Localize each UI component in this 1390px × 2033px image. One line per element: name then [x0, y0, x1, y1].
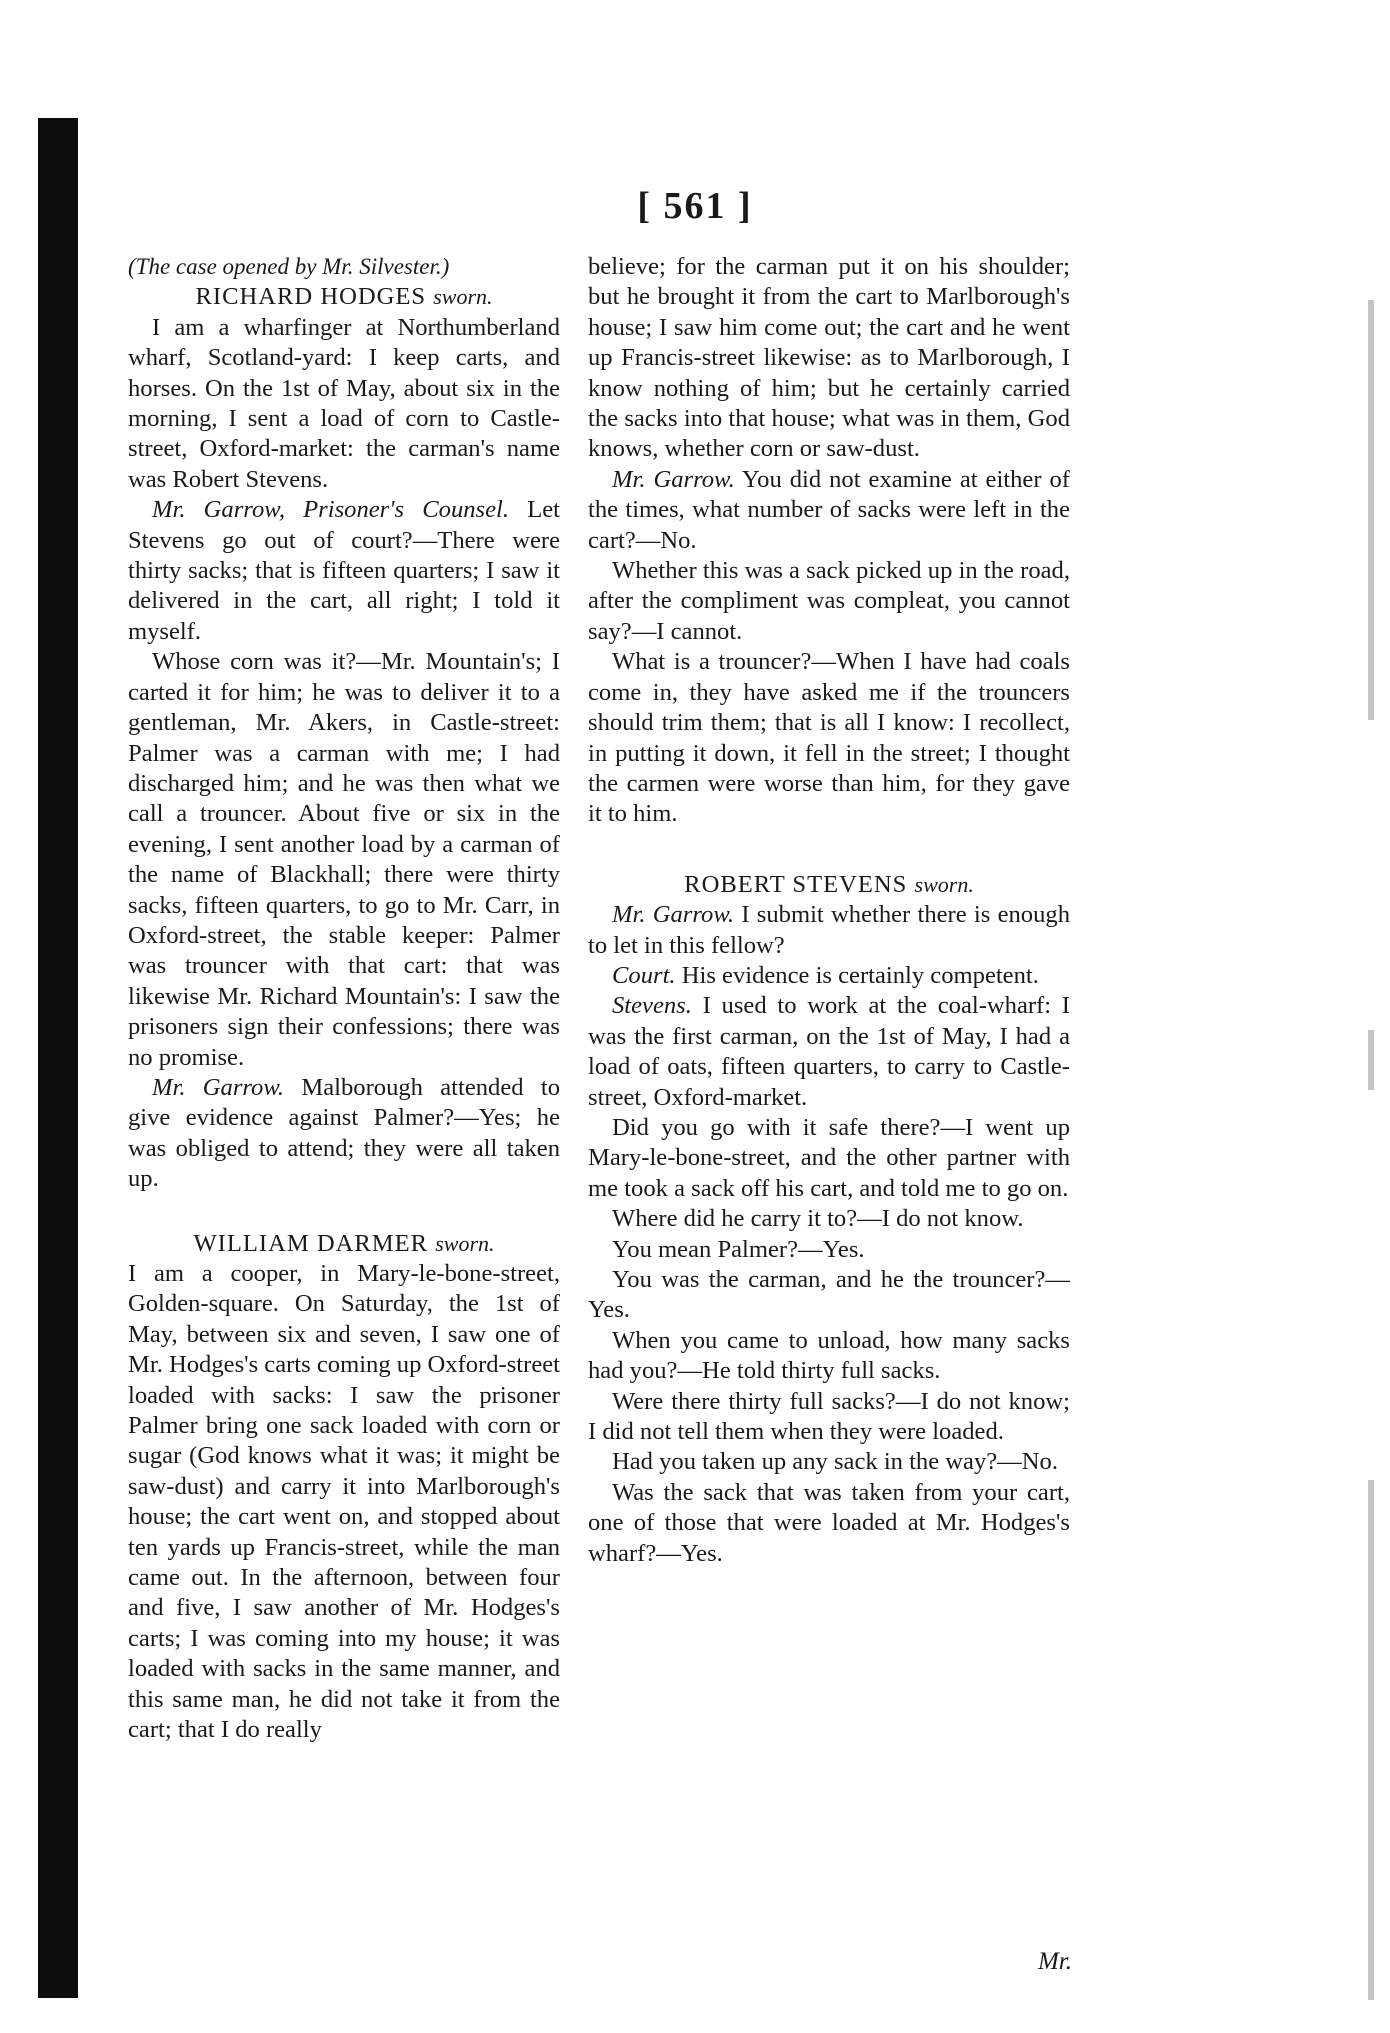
- margin-bleed-mark: [1368, 1480, 1374, 2000]
- case-opened-note: (The case opened by Mr. Silvester.): [128, 254, 450, 279]
- paragraph: believe; for the carman put it on his shoulder; but he brought it from the cart to Marlborough's house; I saw him come out; the cart and he went up Francis-street likewise: as to Marlborough, I know nothing of him; but he certainly carried the sacks into that house; what was in them, God knows, whether corn or saw-dust.: [588, 253, 1070, 463]
- paragraph: Where did he carry it to?—I do not know.: [612, 1205, 1024, 1233]
- paragraph: Mr. Garrow, Prisoner's Counsel. Let Stevens go out of court?—There were thirty sacks; that is fifteen quarters; I saw it delivered in the cart, all right; I told it myself.: [128, 496, 560, 645]
- paragraph: Did you go with it safe there?—I went up Mary-le-bone-street, and the other partner with me took a sack off his cart, and told me to go on.: [588, 1113, 1070, 1202]
- paragraph: Whose corn was it?—Mr. Mountain's; I carted it for him; he was to deliver it to a gentleman, Mr. Akers, in Castle-street: Palmer was a carman with me; I had discharged him; and he was then what we call a trouncer. About five or six in the evening, I sent another load by a carman of the name of Blackhall; there were thirty sacks, fifteen quarters, to go to Mr. Carr, in Oxford-street, the stable keeper: Palmer was trouncer with that cart: that was likewise Mr. Richard Mountain's: I saw the prisoners sign their confessions; there was no promise.: [128, 648, 560, 1071]
- margin-bleed-mark: [1368, 1030, 1374, 1090]
- paragraph: When you came to unload, how many sacks had you?—He told thirty full sacks.: [588, 1326, 1070, 1385]
- paragraph: Whether this was a sack picked up in the road, after the compliment was compleat, you cannot say?—I cannot.: [588, 557, 1070, 645]
- witness-heading-darmer: WILLIAM DARMER sworn.: [193, 1229, 495, 1257]
- paragraph: Stevens. I used to work at the coal-wharf: I was the first carman, on the 1st of May, I had a load of oats, fifteen quarters, to carry to Castle-street, Oxford-market.: [588, 992, 1070, 1111]
- left-column: [128, 252, 560, 1746]
- paragraph: Court. His evidence is certainly competent.: [612, 961, 1039, 989]
- paragraph: Were there thirty full sacks?—I do not know; I did not tell them when they were loaded.: [588, 1387, 1070, 1446]
- paragraph: I am a wharfinger at Northumberland wharf, Scotland-yard: I keep carts, and horses. On the 1st of May, about six in the morning, I sent a load of corn to Castle-street, Oxford-market: the carman's name was Robert Stevens.: [128, 313, 560, 493]
- margin-bleed-mark: [1368, 300, 1374, 720]
- paragraph: What is a trouncer?—When I have had coals come in, they have asked me if the trouncers should trim them; that is all I know: I recollect, in putting it down, it fell in the street; I thought the carmen were worse than him, for they gave it to him.: [588, 648, 1070, 828]
- right-column: [588, 252, 1070, 1569]
- page-number: [ 561 ]: [637, 185, 753, 227]
- paragraph: Had you taken up any sack in the way?—No.: [612, 1448, 1058, 1476]
- paragraph: Mr. Garrow. You did not examine at either of the times, what number of sacks were left in the cart?—No.: [588, 465, 1070, 554]
- paragraph: You mean Palmer?—Yes.: [612, 1235, 865, 1263]
- paragraph: Mr. Garrow. I submit whether there is enough to let in this fellow?: [588, 901, 1070, 959]
- paragraph: Was the sack that was taken from your cart, one of those that were loaded at Mr. Hodges's wharf?—Yes.: [588, 1478, 1070, 1567]
- witness-heading-hodges: RICHARD HODGES sworn.: [195, 283, 493, 311]
- binding-shadow: [38, 118, 78, 1998]
- paragraph: I am a cooper, in Mary-le-bone-street, Golden-square. On Saturday, the 1st of May, between six and seven, I saw one of Mr. Hodges's carts coming up Oxford-street loaded with sacks: I saw the prisoner Palmer bring one sack loaded with corn or sugar (God knows what it was; it might be saw-dust) and carry it into Marlborough's house; the cart went on, and stopped about ten yards up Francis-street, while the man came out. In the afternoon, between four and five, I saw another of Mr. Hodges's carts; I was coming into my house; it was loaded with sacks in the same manner, and this same man, he did not take it from the cart; that I do really: [128, 1260, 560, 1744]
- paragraph: Mr. Garrow. Malborough attended to give evidence against Palmer?—Yes; he was obliged to attend; they were all taken up.: [128, 1073, 560, 1193]
- paragraph: You was the carman, and he the trouncer?—Yes.: [588, 1266, 1070, 1324]
- catchword: Mr.: [1037, 1948, 1072, 1975]
- witness-heading-stevens: ROBERT STEVENS sworn.: [684, 870, 974, 898]
